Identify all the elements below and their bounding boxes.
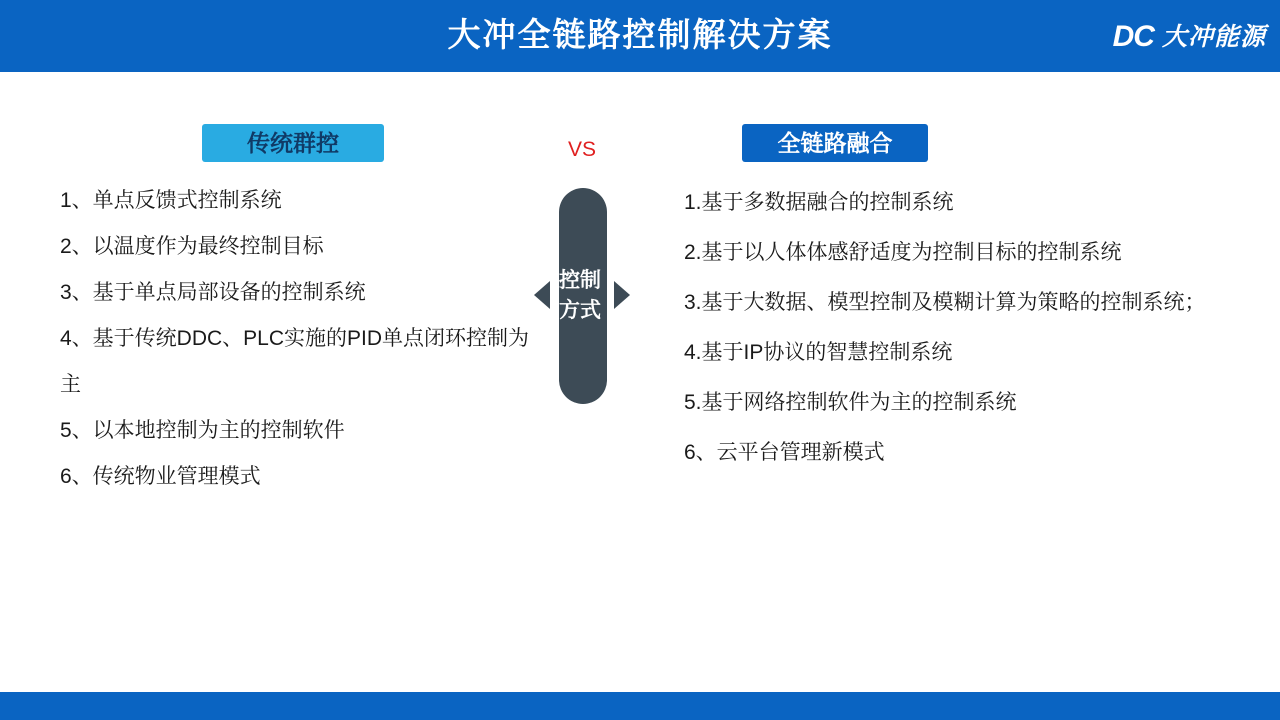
list-item: 2、以温度作为最终控制目标 [60, 235, 324, 258]
list-item: 5、以本地控制为主的控制软件 [60, 419, 345, 442]
list-item: 4、基于传统DDC、PLC实施的PID单点闭环控制为主 [60, 327, 530, 396]
left-items-list [60, 178, 530, 500]
list-item: 6、云平台管理新模式 [684, 441, 885, 464]
list-item: 1、单点反馈式控制系统 [60, 189, 282, 212]
list-item: 6、传统物业管理模式 [60, 465, 261, 488]
list-item: 2.基于以人体体感舒适度为控制目标的控制系统 [684, 241, 1122, 264]
page-title: 大冲全链路控制解决方案 [447, 16, 833, 53]
slide-footer [0, 692, 1280, 720]
list-item: 4.基于IP协议的智慧控制系统 [684, 341, 953, 364]
right-items-list [684, 180, 1280, 480]
vs-label: VS [567, 138, 596, 161]
company-logo [1113, 18, 1266, 56]
left-column-heading: 传统群控 [202, 124, 384, 162]
arrow-right-icon [614, 281, 630, 309]
list-item: 3.基于大数据、模型控制及模糊计算为策略的控制系统； [684, 291, 1206, 314]
arrow-left-icon [534, 281, 550, 309]
center-capsule-label: 控制方式 [559, 188, 607, 404]
list-item: 1.基于多数据融合的控制系统 [684, 191, 954, 214]
logo-mark: DC [1112, 20, 1154, 53]
logo-text: 大冲能源 [1161, 22, 1266, 51]
list-item: 3、基于单点局部设备的控制系统 [60, 281, 366, 304]
slide-header [0, 0, 1280, 72]
right-column-heading: 全链路融合 [742, 124, 928, 162]
list-item: 5.基于网络控制软件为主的控制系统 [684, 391, 1017, 414]
